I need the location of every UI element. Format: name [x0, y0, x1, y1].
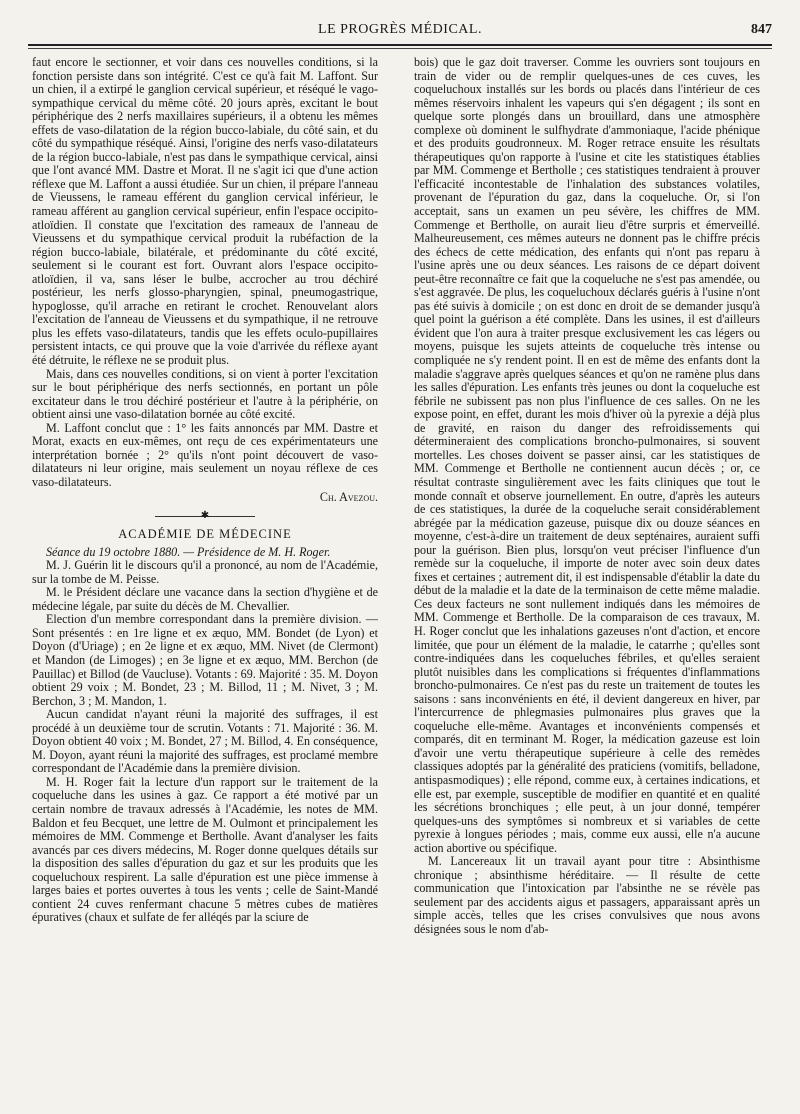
header-rule-thin — [28, 48, 772, 49]
paragraph: bois) que le gaz doit traverser. Comme les ouvriers sont toujours en train de vider ou de remplir quelques-unes de ces cuves, les coqueluchoux installés sur les bords ou placés dans l'intérieur de ces mêmes réservoirs inhalent les vapeurs qui s'en dégagent ; ils sont en quelque sorte plongés dans un brouillard, dans une atmosphère complexe où dominent le sulfhydrate d'ammoniaque, l'acide phénique et des produits goudronneux. M. Roger retrace ensuite les résultats thérapeutiques qu'on rapporte à l'usine et cite les statistiques établies par MM. Commenge et Bertholle ; ces statistiques tendraient à prouver l'efficacité incontestable de l'inhalation des substances volatiles, provenant de l'épuration du gaz, dans la coqueluche. Or, si l'on acceptait, sans un examen un peu sévère, les chiffres de MM. Commenge et Bertholle, on aurait lieu d'être surpris et émerveillé. Malheureusement, ces mêmes auteurs ne donnent pas le chiffre précis des échecs de cette médication, des enfants qui n'ont pas reparu à l'usine après une ou deux séances. Les raisons de ce départ doivent peut-être reconnaître ce fait que la coqueluche ne s'est pas amendée, ou s'est aggravée. De plus, les coqueluchoux déclarés guéris à l'usine n'ont pas été suivis à domicile ; on est donc en droit de se demander jusqu'à quel point la guérison a été complète. Dans les usines, il est d'ailleurs évident que l'on aura à traiter presque exclusivement les cas légers ou moyens, puisque les sujets atteints de coqueluche très intense ou compliquée ne s'y rendent point. Il en est de même des enfants dont la maladie s'aggrave après quelques séances et qu'on ne ramène plus dans les salles d'épuration. Les enfants très jeunes ou dont la coqueluche est fébrile ne subissent pas non plus l'influence de ces salles. On ne les expose point, en effet, durant les mois d'hiver où la pyrexie a déjà plus de gravité, en raison du danger des refroidissements qui détermineraient des complications broncho-pulmonaires, si souvent mortelles. Les choses doivent se passer ainsi, car les statistiques de MM. Commenge et Bertholle ne contiennent aucun décès ; or, ce résultat contraste singulièrement avec les faits cliniques que tout le monde connaît et observe journellement. En outre, d'après les auteurs de ces statistiques, la durée de la coqueluche serait considérablement abrégée par la médication gazeuse, puisque dix ou douze séances en moyenne, c'est-à-dire un traitement de deux septénaires, auraient suffi pour la guérison. Bien plus, lorsqu'on veut préciser l'influence d'un remède sur la coqueluche, il importe de noter avec soin deux dates fixes et certaines ; autrement dit, il est indispensable d'établir la date du début de la maladie et la date de la terminaison de cette même maladie. Ces deux facteurs ne sont nullement indiqués dans les mémoires de MM. Commenge et Bertholle. De la comparaison de ces travaux, M. H. Roger conclut que les inhalations gazeuses n'ont d'action, et encore limitée, que pour un élément de la maladie, le catarrhe ; qu'elles sont contre-indiquées dans les coqueluches fébriles, et qu'elles seraient plutôt nuisibles dans les complications si fréquentes d'inflammations broncho-pulmonaires. Ce n'est pas du reste un traitement de toutes les saisons : sans inconvénients en été, il devient dangereux en hiver, par l'intercurrence de phlegmasies pulmonaires plus graves que la coqueluche elle-même. Avantages et inconvénients compensés et comparés, dit en terminant M. Roger, la médication gazeuse est loin d'avoir une vertu thérapeutique supérieure à celle des remèdes classiques adoptés par la généralité des praticiens (vomitifs, belladone, antispasmodiques) ; elle répond, comme eux, à certaines indications, et elle est, par exemple, susceptible de modifier en quantité et en qualité les sécrétions bronchiques ; elle peut, à un jour donné, tempérer quelques-uns des symptômes si nombreux et si variables de cette pyrexie à longues périodes ; mais, comme eux aussi, elle n'a aucune action abortive ou spécifique. — [414, 55, 760, 855]
page-number: 847 — [751, 22, 772, 37]
paragraph: Election d'un membre correspondant dans la première division. — Sont présentés : en 1re ligne et ex æquo, MM. Bondet (de Lyon) et Doyon (d'Uriage) ; en 2e ligne et ex æquo, MM. Nivet (de Clermont) et Mandon (de Limoges) ; en 3e ligne et ex æquo, MM. Berchon (de Pauillac) et Billod (de Vaucluse). Votants : 69. Majorité : 35. M. Doyon obtient 29 voix ; M. Bondet, 23 ; M. Billod, 11 ; M. Nivet, 3 ; M. Berchon, 3 ; M. Mandon, 1. — [32, 612, 378, 708]
paragraph: M. Laffont conclut que : 1° les faits annoncés par MM. Dastre et Morat, exacts en eux-mêmes, ont reçu de ces expérimentateurs une interprétation bornée ; 2° qu'ils n'ont point découvert de vaso-dilatateurs ni leur origine, mais seulement un noyau réflexe de ces vaso-dilatateurs. — [32, 420, 378, 489]
meeting-line: Séance du 19 octobre 1880. — Présidence de M. H. Roger. — [46, 544, 331, 559]
paragraph: M. H. Roger fait la lecture d'un rapport sur le traitement de la coqueluche dans les usines à gaz. Ce rapport a été motivé par un certain nombre de travaux adressés à l'Académie, les notes de MM. Baldon et feu Becquet, une lettre de M. Oulmont et principalement les mémoires de MM. Commenge et Bertholle. Avant d'analyser les faits avancés par ces divers médecins, M. Roger donne quelques détails sur la disposition des salles d'épuration du gaz et sur les produits que les coqueluchoux respirent. La salle d'épuration est une pièce immense à larges baies et portes ouvertes à tous les vents ; celle de Saint-Mandé contient 24 cuves renfermant chacune 5 mètres cubes de matières épuratives (chaux et sulfate de fer alléqés par la sciure de — [32, 774, 378, 925]
section-heading: ACADÉMIE DE MÉDECINE — [118, 527, 292, 542]
paragraph: faut encore le sectionner, et voir dans ces nouvelles conditions, si la fonction persiste dans son intégrité. C'est ce qu'à fait M. Laffont. Sur un chien, il a extirpé le ganglion cervical supérieur, et réséqué le vago-sympathique cervical du même côté. 20 jours après, excitant le bout périphérique des 2 nerfs maxillaires supérieurs, il a obtenu les mêmes effets de vaso-dilatation de la région bucco-labiale, du côté sain, et du côté du sympathique réséqué. Ainsi, l'origine des nerfs vaso-dilatateurs de la région bucco-labiale, n'est pas dans le sympathique cervical, ainsi que l'ont avancé MM. Dastre et Morat. Il ne s'agit ici que d'une action réflexe que M. Laffont a aussi étudiée. Sur un chien, il prépare l'anneau de Vieussens, le rameau efférent du ganglion cervical inférieur, le rameau afférent au ganglion cervical supérieur, enfin l'espace occipito-atloïdien. Il constate que l'excitation des rameaux de l'anneau de Vieussens et du sympathique cervical produit la rubéfaction de la région bucco-labiale, bilatérale, et prédominante du côté excité, seulement si le courant est fort. Ouvrant alors l'espace occipito-atloïdien, il va, sans léser le bulbe, accrocher au trou déchiré postérieur, les nerfs glosso-pharyngien, spinal, pneumogastrique, hypoglosse, qu'il arrache en retirant le crochet. Renouvelant alors l'excitation de l'anneau de Vieussens et du sympathique, il ne retrouve plus les effets vaso-dilatateurs, tandis que les effets oculo-pupillaires persistent intacts, ce qui prouve que la voie d'arrivée du réflexe ayant été détruite, le réflexe ne se produit plus. — [32, 55, 378, 368]
paragraph: Aucun candidat n'ayant réuni la majorité des suffrages, il est procédé à un deuxième tour de scrutin. Votants : 71. Majorité : 36. M. Doyon obtient 40 voix ; M. Bondet, 27 ; M. Billod, 4. En conséquence, M. Doyon, ayant réuni la majorité des suffrages, est proclamé membre correspondant de l'Académie dans la première division. — [32, 707, 378, 776]
paragraph: M. le Président déclare une vacance dans la section d'hygiène et de médecine légale, par suite du décès de M. Chevallier. — [32, 585, 378, 613]
asterisk-ornament-icon: ✱ — [200, 510, 210, 522]
section-separator — [155, 512, 255, 522]
running-header — [28, 22, 772, 42]
paragraph: M. J. Guérin lit le discours qu'il a prononcé, au nom de l'Académie, sur la tombe de M. Peisse. — [32, 558, 378, 586]
paragraph: Mais, dans ces nouvelles conditions, si on vient à porter l'excitation sur le bout périphérique des nerfs sectionnés, en portant un pôle excitateur dans le trou déchiré postérieur et l'autre à la périphérie, on obtient ainsi une vaso-dilatation bornée au côté excité. — [32, 366, 378, 422]
author-signature: Ch. Avezou. — [319, 489, 378, 504]
left-column — [32, 56, 378, 925]
right-column — [414, 56, 760, 937]
journal-title: LE PROGRÈS MÉDICAL. — [318, 22, 482, 37]
header-rule — [28, 44, 772, 46]
paragraph: M. Lancereaux lit un travail ayant pour titre : Absinthisme chronique ; absinthisme héréditaire. — Il résulte de cette communication que l'intoxication par l'absinthe ne se révèle pas seulement par des accidents aigus et passagers, apparaissant après un simple accès, telles que les crises convulsives que nous avons désignées sous le nom d'ab- — [414, 854, 760, 936]
